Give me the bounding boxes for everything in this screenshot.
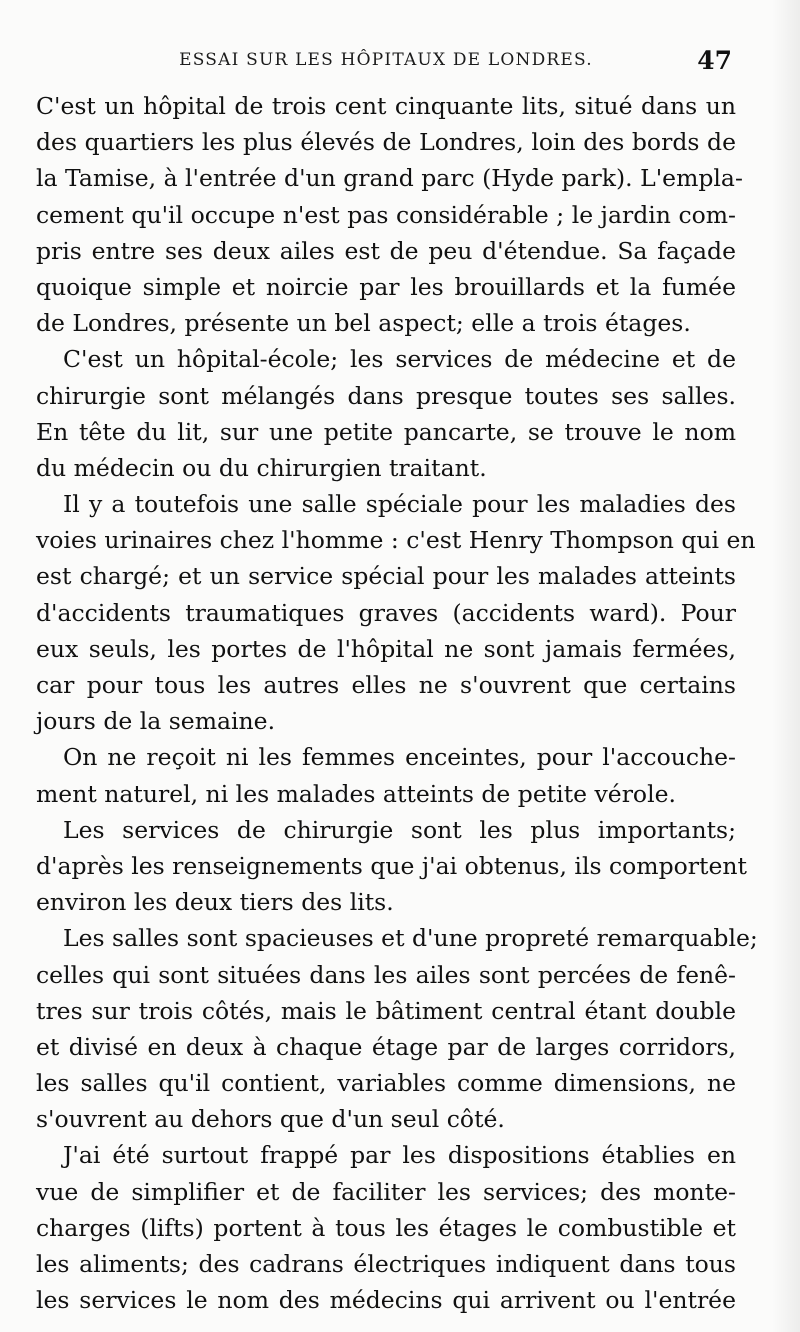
text-line: cement qu'il occupe n'est pas considérable ; le jardin com- xyxy=(36,200,736,229)
text-line: vue de simplifier et de faciliter les services; des monte- xyxy=(36,1177,736,1206)
text-line: Les services de chirurgie sont les plus importants; xyxy=(63,815,736,844)
text-line: les services le nom des médecins qui arrivent ou l'entrée xyxy=(36,1286,736,1315)
paragraph xyxy=(36,341,736,486)
paragraph xyxy=(36,739,736,811)
text-line: de Londres, présente un bel aspect; elle a trois étages. xyxy=(36,309,691,338)
paragraph xyxy=(36,812,747,921)
text-line: C'est un hôpital de trois cent cinquante lits, situé dans un xyxy=(36,92,736,120)
text-line: est chargé; et un service spécial pour les malades atteints xyxy=(36,562,736,591)
text-line: pris entre ses deux ailes est de peu d'étendue. Sa façade xyxy=(36,236,736,265)
text-line: les aliments; des cadrans électriques indiquent dans tous xyxy=(36,1250,736,1278)
text-line: C'est un hôpital-école; les services de médecine et de xyxy=(63,345,736,374)
text-line: s'ouvrent au dehors que d'un seul côté. xyxy=(36,1105,505,1134)
text-line: environ les deux tiers des lits. xyxy=(36,888,394,917)
text-line: les salles qu'il contient, variables comme dimensions, ne xyxy=(36,1069,736,1098)
text-line: Les salles sont spacieuses et d'une propreté remarquable; xyxy=(63,924,758,953)
text-line: du médecin ou du chirurgien traitant. xyxy=(36,453,487,482)
text-line: eux seuls, les portes de l'hôpital ne sont jamais fermées, xyxy=(36,634,736,663)
text-line: J'ai été surtout frappé par les dispositions établies en xyxy=(63,1141,736,1170)
text-line: En tête du lit, sur une petite pancarte, se trouve le nom xyxy=(36,417,736,446)
page-number: 47 xyxy=(697,46,732,75)
paragraph xyxy=(36,88,743,341)
text-line: celles qui sont situées dans les ailes sont percées de fenê- xyxy=(36,960,736,989)
text-line: Il y a toutefois une salle spéciale pour les maladies des xyxy=(63,490,736,519)
text-line: chirurgie sont mélangés dans presque toutes ses salles. xyxy=(36,381,736,410)
paragraph xyxy=(36,486,756,739)
text-line: jours de la semaine. xyxy=(36,707,276,736)
text-line: et divisé en deux à chaque étage par de larges corridors, xyxy=(36,1032,736,1061)
running-header xyxy=(36,46,736,76)
text-line: On ne reçoit ni les femmes enceintes, pour l'accouche- xyxy=(63,743,736,772)
body-text xyxy=(36,88,758,1318)
text-line: quoique simple et noircie par les brouillards et la fumée xyxy=(36,272,736,301)
text-line: voies urinaires chez l'homme : c'est Henry Thompson qui en xyxy=(36,526,756,555)
text-line: d'accidents traumatiques graves (accidents ward). Pour xyxy=(36,598,736,627)
text-line: car pour tous les autres elles ne s'ouvrent que certains xyxy=(36,671,736,699)
text-line: ment naturel, ni les malades atteints de petite vérole. xyxy=(36,779,676,808)
running-title: ESSAI SUR LES HÔPITAUX DE LONDRES. xyxy=(179,50,593,70)
text-line: charges (lifts) portent à tous les étages le combustible et xyxy=(36,1213,736,1242)
text-line: tres sur trois côtés, mais le bâtiment central étant double xyxy=(36,996,736,1025)
paragraph xyxy=(36,920,758,1137)
text-line: d'après les renseignements que j'ai obtenus, ils comportent xyxy=(36,851,747,880)
text-line: la Tamise, à l'entrée d'un grand parc (Hyde park). L'empla- xyxy=(36,164,743,193)
text-line: des quartiers les plus élevés de Londres, loin des bords de xyxy=(36,128,736,157)
paragraph xyxy=(36,1137,736,1318)
